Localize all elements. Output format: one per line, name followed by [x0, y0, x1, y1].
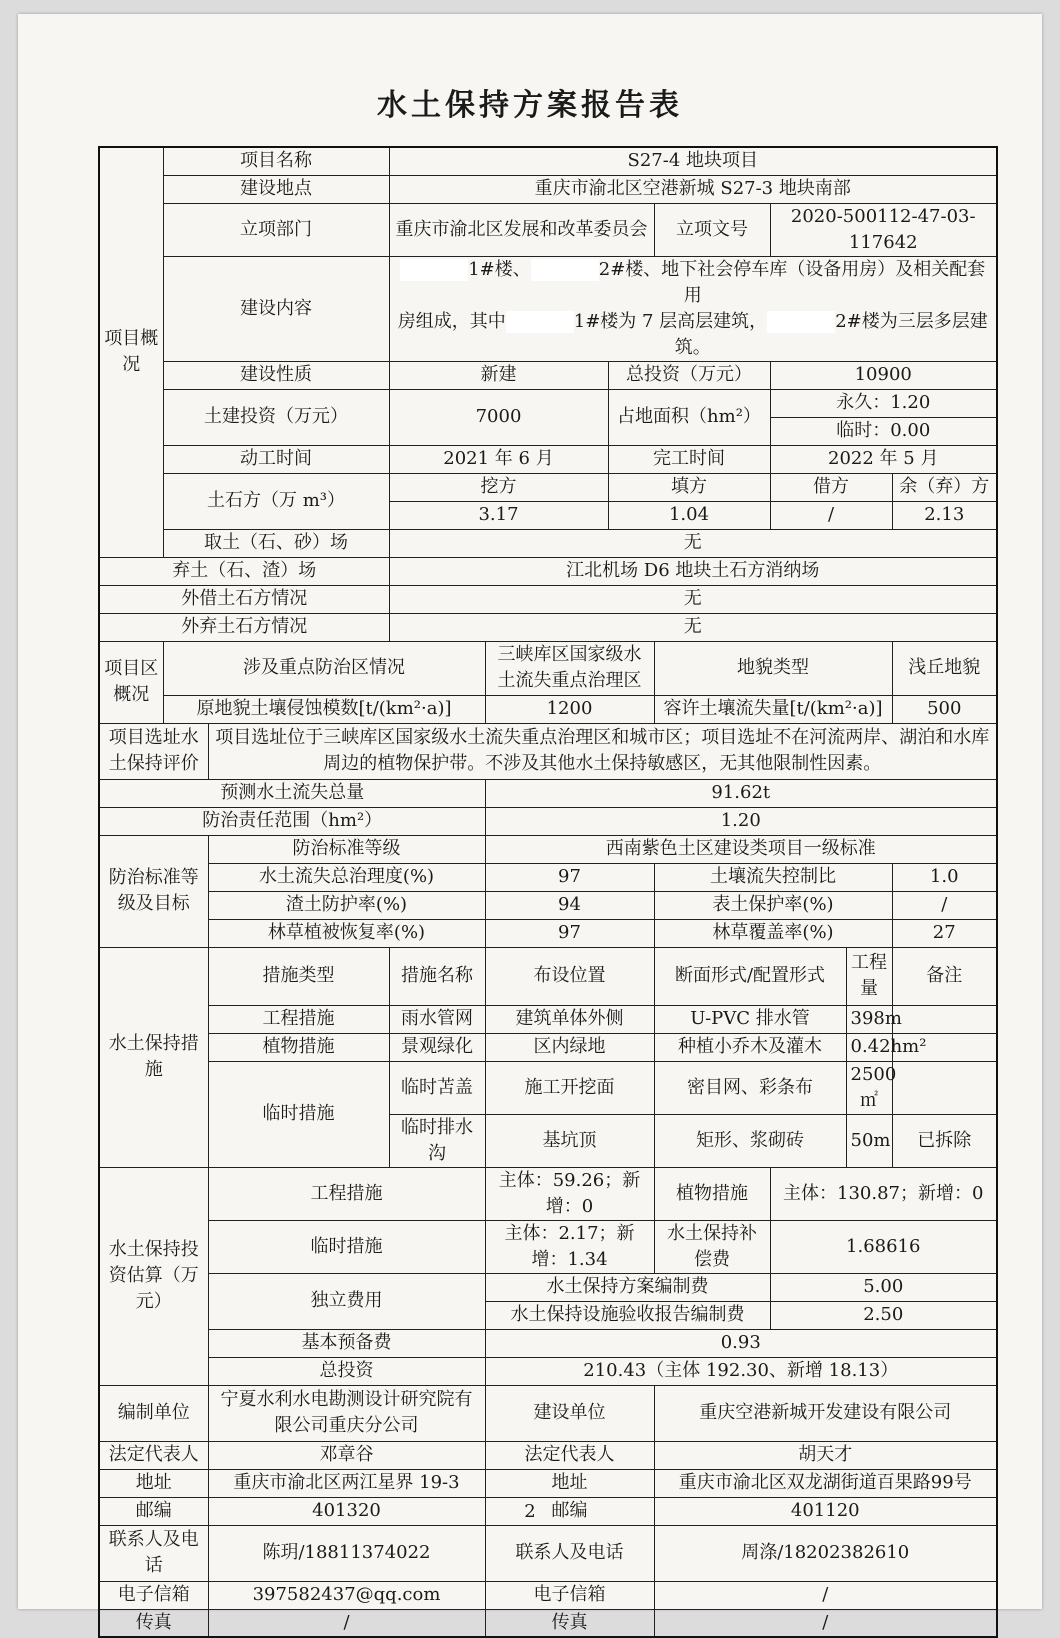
measure-qty: 2500 ㎡ [846, 1061, 892, 1114]
label: 独立费用 [208, 1273, 485, 1329]
report-sheet [18, 14, 1042, 1633]
label: 完工时间 [608, 445, 770, 473]
content [389, 256, 997, 361]
label: 地貌类型 [654, 641, 892, 695]
label: 水土保持补偿费 [654, 1220, 770, 1273]
standard-section: 防治标准等级及目标 [99, 835, 208, 947]
invest-comp: 1.68616 [770, 1220, 997, 1273]
target-value: 27 [892, 919, 997, 947]
contact1: 陈玥/18811374022 [208, 1525, 485, 1581]
ext-spoil: 无 [389, 613, 997, 641]
table-header: 工程量 [846, 947, 892, 1005]
label: 建设性质 [163, 361, 389, 389]
measure-pos: 基坑顶 [485, 1114, 654, 1167]
measure-name: 临时苫盖 [389, 1061, 485, 1114]
standard-grade: 西南紫色土区建设类项目一级标准 [485, 835, 997, 863]
label: 邮编 [485, 1497, 654, 1525]
label: 传真 [485, 1609, 654, 1637]
report-table [98, 146, 998, 1638]
measure-form: 种植小乔木及灌木 [654, 1033, 846, 1061]
measure-note [892, 1005, 997, 1033]
addr2: 重庆市渝北区双龙湖街道百果路99号 [654, 1469, 997, 1497]
start-date: 2021 年 6 月 [389, 445, 608, 473]
label: 外弃土石方情况 [99, 613, 389, 641]
measure-note: 已拆除 [892, 1114, 997, 1167]
email1: 397582437@qq.com [208, 1581, 485, 1609]
table-header: 布设位置 [485, 947, 654, 1005]
site-eval-text: 项目选址位于三峡库区国家级水土流失重点治理区和城市区；项目选址不在河流两岸、湖泊和水库周边的植物保护带。不涉及其他水土保持敏感区，无其他限制性因素。 [208, 723, 997, 779]
key-zone: 三峡库区国家级水土流失重点治理区 [485, 641, 654, 695]
label: 预测水土流失总量 [99, 779, 485, 807]
label: 外借土石方情况 [99, 585, 389, 613]
zip1: 401320 [208, 1497, 485, 1525]
label: 基本预备费 [208, 1329, 485, 1357]
borrow-value: / [770, 501, 892, 529]
label: 水土保持方案编制费 [485, 1273, 770, 1301]
label: 占地面积（hm²） [608, 389, 770, 445]
contact2: 周涤/18202382610 [654, 1525, 997, 1581]
label: 电子信箱 [99, 1581, 208, 1609]
page-number: 2 [524, 1501, 536, 1522]
plan-fee: 5.00 [770, 1273, 997, 1301]
measure-form: 密目网、彩条布 [654, 1061, 846, 1114]
label: 法定代表人 [99, 1441, 208, 1469]
content-text: 房组成，其中 [397, 310, 506, 332]
label: 水土流失总治理度(%) [208, 863, 485, 891]
dept: 重庆市渝北区发展和改革委员会 [389, 203, 654, 256]
label: 联系人及电话 [99, 1525, 208, 1581]
measure-name: 景观绿化 [389, 1033, 485, 1061]
label: 防治标准等级 [208, 835, 485, 863]
civil-invest: 7000 [389, 389, 608, 445]
org: 宁夏水利水电勘测设计研究院有限公司重庆分公司 [208, 1385, 485, 1441]
redaction [767, 311, 835, 333]
fax2: / [654, 1609, 997, 1637]
measure-pos: 施工开挖面 [485, 1061, 654, 1114]
label: 渣土防护率(%) [208, 891, 485, 919]
redaction [506, 311, 574, 333]
forecast-value: 91.62t [485, 779, 997, 807]
label: 容许土壤流失量[t/(km²·a)] [654, 695, 892, 723]
invest-plant: 主体：130.87；新增：0 [770, 1167, 997, 1220]
label: 表土保护率(%) [654, 891, 892, 919]
label: 动工时间 [163, 445, 389, 473]
measure-note [892, 1061, 997, 1114]
label: 原地貌土壤侵蚀模数[t/(km²·a)] [163, 695, 485, 723]
label: 法定代表人 [485, 1441, 654, 1469]
zip2: 401120 [654, 1497, 997, 1525]
label: 防治责任范围（hm²） [99, 807, 485, 835]
measure-type: 工程措施 [208, 1005, 389, 1033]
table-header: 措施名称 [389, 947, 485, 1005]
table-header: 措施类型 [208, 947, 389, 1005]
label: 临时措施 [208, 1220, 485, 1273]
table-header: 断面形式/配置形式 [654, 947, 846, 1005]
table-row [99, 1061, 997, 1114]
label: 取土（石、砂）场 [163, 529, 389, 557]
builder: 重庆空港新城开发建设有限公司 [654, 1385, 997, 1441]
content-text: 1#楼、 [468, 258, 531, 280]
label: 立项文号 [654, 203, 770, 256]
spoil-value: 2.13 [892, 501, 997, 529]
label: 总投资 [208, 1357, 485, 1385]
label: 土石方（万 m³） [163, 473, 389, 529]
rep2: 胡天才 [654, 1441, 997, 1469]
site-eval-label: 项目选址水土保持评价 [99, 723, 208, 779]
rep1: 邓章谷 [208, 1441, 485, 1469]
label: 地址 [99, 1469, 208, 1497]
measure-name: 雨水管网 [389, 1005, 485, 1033]
label: 建设单位 [485, 1385, 654, 1441]
measure-qty: 50m [846, 1114, 892, 1167]
fill-value: 1.04 [608, 501, 770, 529]
take-site: 无 [389, 529, 997, 557]
table-header: 备注 [892, 947, 997, 1005]
label: 项目名称 [163, 147, 389, 175]
table-row [99, 1005, 997, 1033]
label: 总投资（万元） [608, 361, 770, 389]
label: 林草覆盖率(%) [654, 919, 892, 947]
label: 植物措施 [654, 1167, 770, 1220]
redaction [400, 259, 468, 281]
invest-temp: 主体：2.17；新增：1.34 [485, 1220, 654, 1273]
allow: 500 [892, 695, 997, 723]
label: 建设地点 [163, 175, 389, 203]
label: 立项部门 [163, 203, 389, 256]
invest-total: 210.43（主体 192.30、新增 18.13） [485, 1357, 997, 1385]
table-row [99, 1033, 997, 1061]
invest-eng: 主体：59.26；新增：0 [485, 1167, 654, 1220]
redaction [531, 259, 599, 281]
dig-value: 3.17 [389, 501, 608, 529]
measure-name: 临时排水沟 [389, 1114, 485, 1167]
label: 土建投资（万元） [163, 389, 389, 445]
addr1: 重庆市渝北区两江星界 19-3 [208, 1469, 485, 1497]
target-value: 97 [485, 919, 654, 947]
label: 传真 [99, 1609, 208, 1637]
target-value: 97 [485, 863, 654, 891]
target-value: 1.0 [892, 863, 997, 891]
ext-borrow: 无 [389, 585, 997, 613]
page-title: 水土保持方案报告表 [377, 88, 683, 123]
erosion: 1200 [485, 695, 654, 723]
label: 土壤流失控制比 [654, 863, 892, 891]
measure-form: 矩形、浆砌砖 [654, 1114, 846, 1167]
label: 林草植被恢复率(%) [208, 919, 485, 947]
label: 联系人及电话 [485, 1525, 654, 1581]
label: 余（弃）方 [892, 473, 997, 501]
label: 水土保持设施验收报告编制费 [485, 1301, 770, 1329]
dump-site: 江北机场 D6 地块土石方消纳场 [389, 557, 997, 585]
end-date: 2022 年 5 月 [770, 445, 997, 473]
nature: 新建 [389, 361, 608, 389]
landform: 浅丘地貌 [892, 641, 997, 695]
area-permanent: 永久：1.20 [770, 389, 997, 417]
label: 建设内容 [163, 256, 389, 361]
label: 挖方 [389, 473, 608, 501]
label: 工程措施 [208, 1167, 485, 1220]
measure-pos: 建筑单体外侧 [485, 1005, 654, 1033]
invest-section: 水土保持投资估算（万元） [99, 1167, 208, 1385]
label: 地址 [485, 1469, 654, 1497]
measure-qty: 398m [846, 1005, 892, 1033]
project-name: S27-4 地块项目 [389, 147, 997, 175]
label: 涉及重点防治区情况 [163, 641, 485, 695]
target-value: / [892, 891, 997, 919]
label: 弃土（石、渣）场 [99, 557, 389, 585]
measure-type: 植物措施 [208, 1033, 389, 1061]
label: 电子信箱 [485, 1581, 654, 1609]
label: 借方 [770, 473, 892, 501]
label: 填方 [608, 473, 770, 501]
area-temporary: 临时：0.00 [770, 417, 997, 445]
overview-section: 项目概况 [99, 147, 163, 557]
target-value: 94 [485, 891, 654, 919]
measures-section: 水土保持措施 [99, 947, 208, 1167]
resp-scope-value: 1.20 [485, 807, 997, 835]
reserve: 0.93 [485, 1329, 997, 1357]
region-section: 项目区概况 [99, 641, 163, 723]
label: 邮编 [99, 1497, 208, 1525]
measure-type: 临时措施 [208, 1061, 389, 1167]
content-text: 2#楼为三层多层建筑。 [674, 310, 988, 358]
accept-fee: 2.50 [770, 1301, 997, 1329]
content-text: 2#楼、地下社会停车库（设备用房）及相关配套用 [598, 258, 986, 306]
doc-no: 2020-500112-47-03-117642 [770, 203, 997, 256]
location: 重庆市渝北区空港新城 S27-3 地块南部 [389, 175, 997, 203]
content-text: 1#楼为 7 层高层建筑， [573, 310, 768, 332]
label: 编制单位 [99, 1385, 208, 1441]
measure-form: U-PVC 排水管 [654, 1005, 846, 1033]
measure-pos: 区内绿地 [485, 1033, 654, 1061]
total-invest: 10900 [770, 361, 997, 389]
fax1: / [208, 1609, 485, 1637]
measure-qty: 0.42hm² [846, 1033, 892, 1061]
email2: / [654, 1581, 997, 1609]
